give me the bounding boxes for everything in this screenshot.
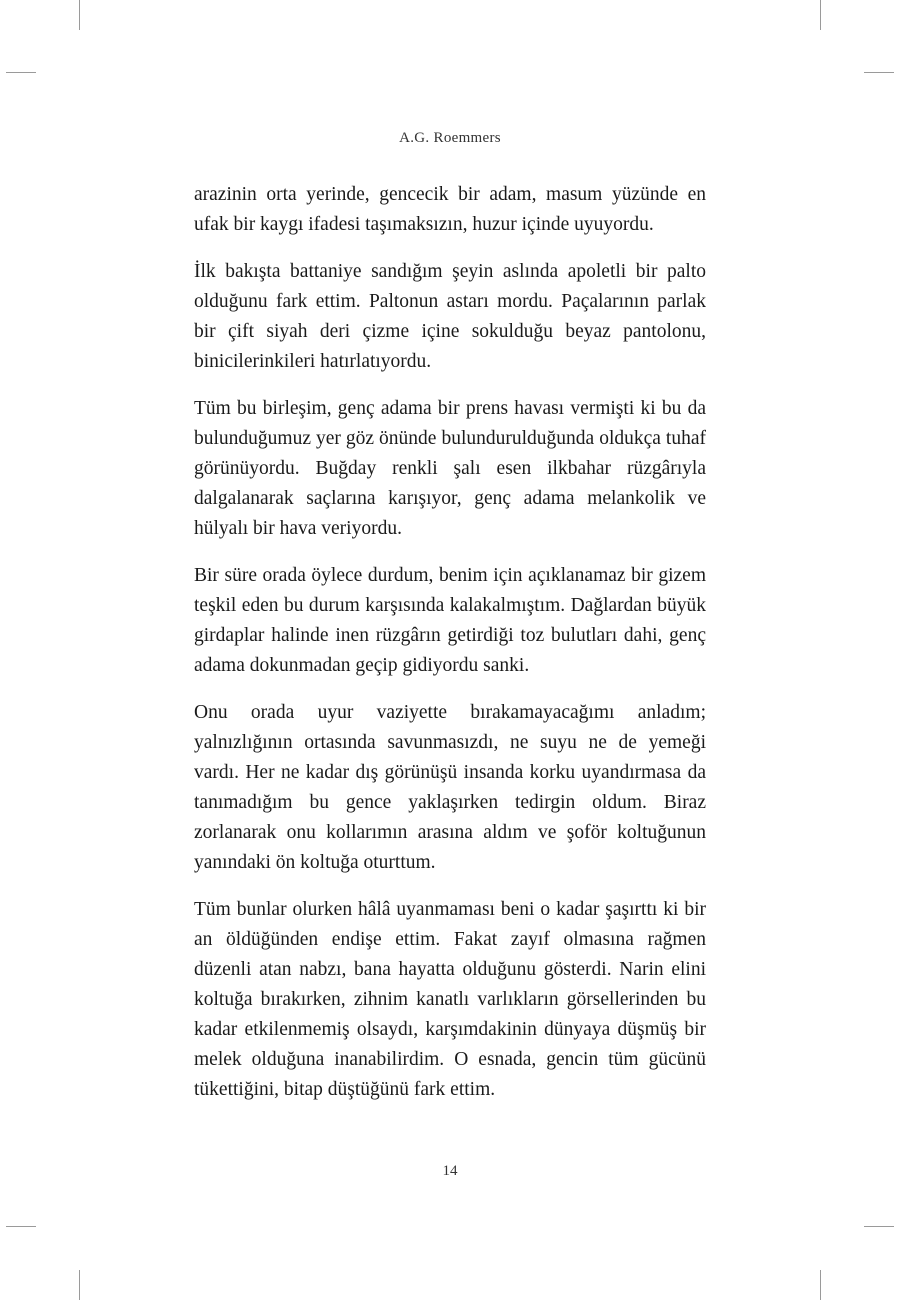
page-number: 14 xyxy=(442,1163,458,1179)
paragraph-3: Tüm bu birleşim, genç adama bir prens havası vermişti ki bu da bulunduğumuz yer göz önünde bulundurulduğunda oldukça tuhaf görünüyordu. Buğday renkli şalı esen ilkbahar rüzgârıyla dalgalanarak saçlarına karışıyor, genç adama melankolik ve hülyalı bir hava veriyordu. xyxy=(194,398,706,539)
crop-mark-left-upper xyxy=(6,72,36,73)
paragraph-4: Bir süre orada öylece durdum, benim için açıklanamaz bir gizem teşkil eden bu durum karşısında kalakalmıştım. Dağlardan büyük girdaplar halinde inen rüzgârın getirdiği toz bulutları dahi, genç adama dokunmadan geçip gidiyordu sanki. xyxy=(194,565,706,676)
paragraph-1: arazinin orta yerinde, gencecik bir adam, masum yüzünde en ufak bir kaygı ifadesi taşımaksızın, huzur içinde uyuyordu. xyxy=(194,184,706,235)
body-text xyxy=(194,180,706,1122)
running-head: A.G. Roemmers xyxy=(399,130,501,146)
paragraph-5: Onu orada uyur vaziyette bırakamayacağımı anladım; yalnızlığının ortasında savunmasızdı, ne suyu ne de yemeği vardı. Her ne kadar dış görünüşü insanda korku uyandırmasa da tanımadığım bu gence yaklaşırken tedirgin oldum. Biraz zorlanarak onu kollarımın arasına aldım ve şoför koltuğunun yanındaki ön koltuğa oturttum. xyxy=(194,702,706,873)
crop-mark-left-lower xyxy=(6,1226,36,1227)
crop-mark-right-lower xyxy=(864,1226,894,1227)
crop-mark-top-left xyxy=(79,0,80,30)
paragraph-6: Tüm bunlar olurken hâlâ uyanmaması beni o kadar şaşırttı ki bir an öldüğünden endişe ettim. Fakat zayıf olmasına rağmen düzenli atan nabzı, bana hayatta olduğunu gösterdi. Narin elini koltuğa bırakırken, zihnim kanatlı varlıkların görsellerinden bu kadar etkilenmemiş olsaydı, karşımdakinin dünyaya düşmüş bir melek olduğuna inanabilirdim. O esnada, gencin tüm gücünü tükettiğini, bitap düştüğünü fark ettim. xyxy=(194,899,706,1100)
crop-mark-bottom-left xyxy=(79,1270,80,1300)
crop-mark-top-right xyxy=(820,0,821,30)
crop-mark-right-upper xyxy=(864,72,894,73)
paragraph-2: İlk bakışta battaniye sandığım şeyin aslında apoletli bir palto olduğunu fark ettim. Paltonun astarı mordu. Paçalarının parlak bir çift siyah deri çizme içine sokulduğu beyaz pantolonu, binicilerinkileri hatırlatıyordu. xyxy=(194,261,706,372)
crop-mark-bottom-right xyxy=(820,1270,821,1300)
